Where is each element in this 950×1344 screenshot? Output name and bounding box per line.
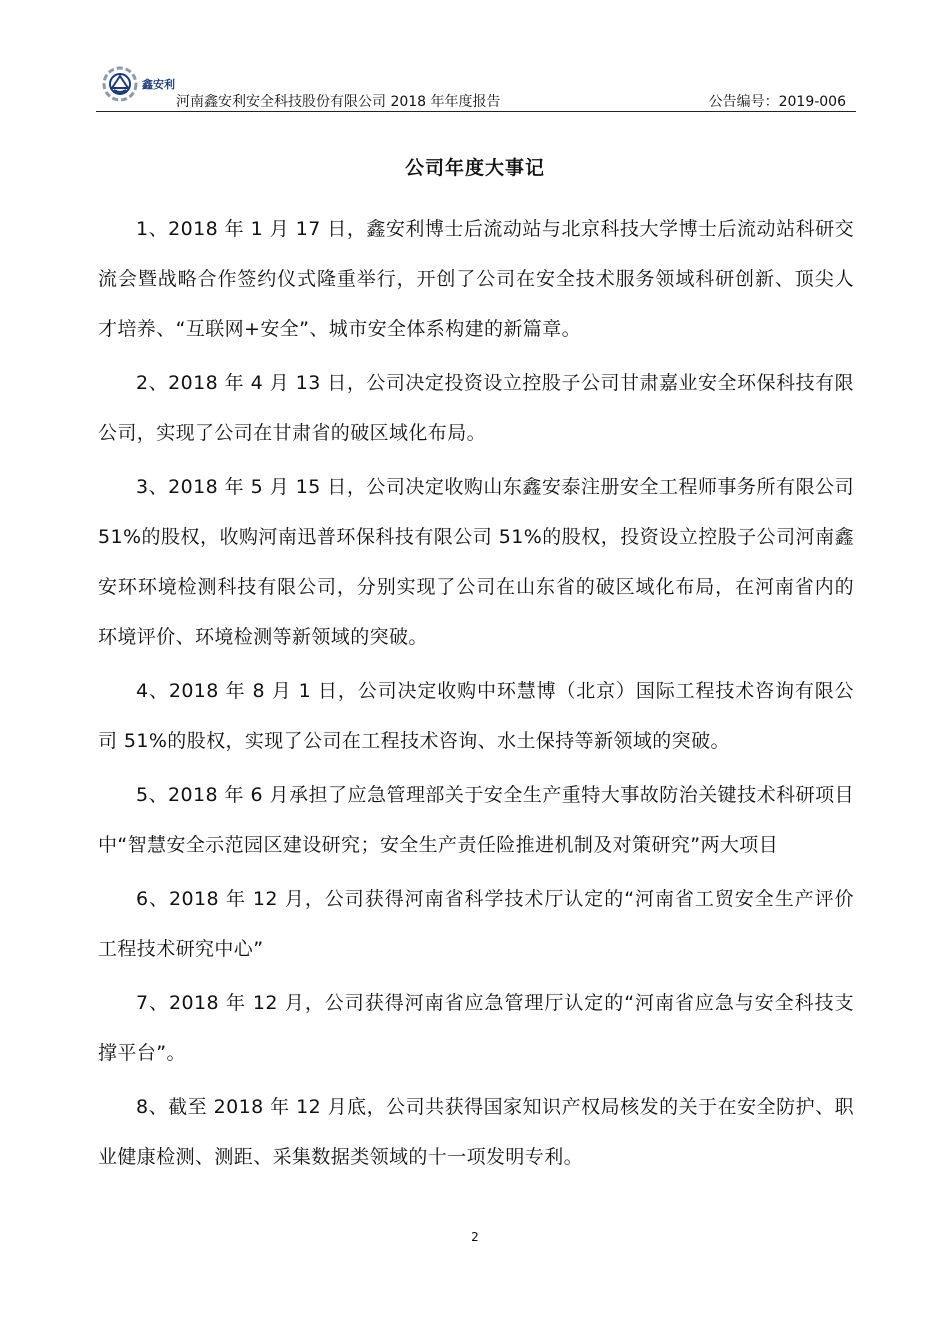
company-logo-icon	[100, 64, 144, 104]
page-number: 2	[471, 1230, 479, 1244]
event-paragraph: 1、2018 年 1 月 17 日，鑫安利博士后流动站与北京科技大学博士后流动站科研交流会暨战略合作签约仪式隆重举行，开创了公司在安全技术服务领域科研创新、顶尖人才培养、“互联网+安全”、城市安全体系构建的新篇章。	[98, 218, 854, 340]
event-paragraph: 4、2018 年 8 月 1 日，公司决定收购中环慧博（北京）国际工程技术咨询有限公司 51%的股权，实现了公司在工程技术咨询、水土保持等新领域的突破。	[98, 680, 854, 752]
event-paragraph: 2、2018 年 4 月 13 日，公司决定投资设立控股子公司甘肃嘉业安全环保科技有限公司，实现了公司在甘肃省的破区域化布局。	[98, 372, 854, 444]
event-paragraph: 7、2018 年 12 月，公司获得河南省应急管理厅认定的“河南省应急与安全科技支撑平台”。	[98, 992, 854, 1064]
notice-number: 公告编号：2019-006	[708, 94, 846, 110]
document-title: 公司年度大事记	[404, 157, 545, 179]
page-header	[96, 62, 856, 112]
company-logo	[100, 64, 180, 104]
header-divider	[96, 111, 856, 112]
report-title: 河南鑫安利安全科技股份有限公司 2018 年年度报告	[176, 94, 501, 110]
event-paragraph: 8、截至 2018 年 12 月底，公司共获得国家知识产权局核发的关于在安全防护、职业健康检测、测距、采集数据类领域的十一项发明专利。	[98, 1096, 854, 1168]
event-paragraph: 5、2018 年 6 月承担了应急管理部关于安全生产重特大事故防治关键技术科研项目中“智慧安全示范园区建设研究；安全生产责任险推进机制及对策研究”两大项目	[98, 784, 854, 856]
event-paragraph: 3、2018 年 5 月 15 日，公司决定收购山东鑫安泰注册安全工程师事务所有限公司 51%的股权，收购河南迅普环保科技有限公司 51%的股权，投资设立控股子公司河南鑫安环环境检测科技有限公司，分别实现了公司在山东省的破区域化布局，在河南省内的环境评价、环境检测等新领域的突破。	[98, 476, 854, 648]
document-body	[98, 204, 854, 1186]
logo-text: 鑫安利	[142, 78, 175, 91]
event-paragraph: 6、2018 年 12 月，公司获得河南省科学技术厅认定的“河南省工贸安全生产评价工程技术研究中心”	[98, 888, 854, 960]
